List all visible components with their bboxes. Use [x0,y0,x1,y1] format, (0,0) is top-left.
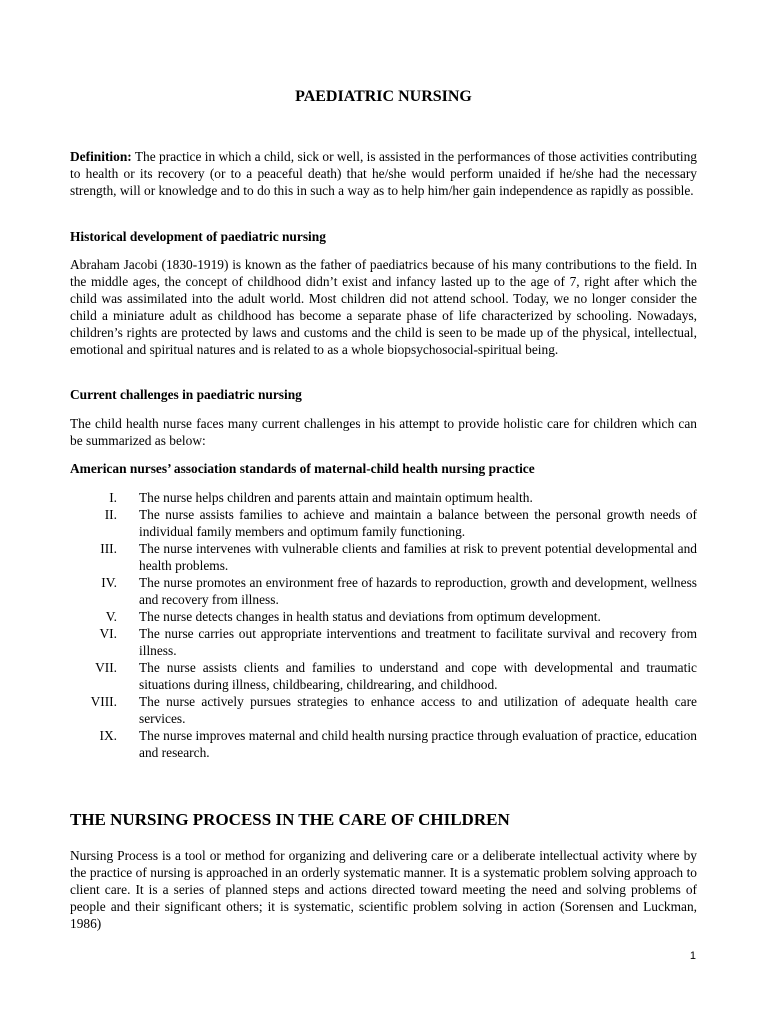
list-item-number: VI. [99,626,117,641]
nursing-process-heading: THE NURSING PROCESS IN THE CARE OF CHILDREN [70,810,510,829]
list-item-text: The nurse carries out appropriate interventions and treatment to facilitate survival and recovery from illness. [139,626,697,658]
list-item-text: The nurse detects changes in health status and deviations from optimum development. [139,609,601,624]
list-item-number: II. [104,507,117,522]
list-item [70,659,697,693]
challenges-heading: Current challenges in paediatric nursing [70,387,302,402]
list-item-number: IV. [101,575,117,590]
list-item [70,608,697,625]
list-item-number: V. [105,609,117,624]
list-item-text: The nurse actively pursues strategies to enhance access to and utilization of adequate health care services. [139,694,697,726]
historical-paragraph: Abraham Jacobi (1830-1919) is known as the father of paediatrics because of his many contributions to the field. In the middle ages, the concept of childhood didn’t exist and infancy lasted up to the age of 7, right after which the child was assimilated into the adult world. Most children did not attend school. Today, we no longer consider the child a miniature adult as childhood has become a separate phase of life characterized by schooling. Nowadays, children’s rights are protected by laws and customs and the child is seen to be made up of the physical, intellectual, emotional and spiritual natures and is related to as a whole biopsychosocial-spiritual being. [70,257,697,357]
list-item-text: The nurse assists families to achieve and maintain a balance between the personal growth needs of individual family members and optimum family functioning. [139,507,697,539]
list-item [70,625,697,659]
list-item-text: The nurse promotes an environment free of hazards to reproduction, growth and development, wellness and recovery from illness. [139,575,697,607]
list-item-number: III. [100,541,117,556]
standards-list [70,489,697,761]
definition-text: The practice in which a child, sick or well, is assisted in the performances of those activities contributing to health or its recovery (or to a peaceful death) that he/she would perform unaided if he/she had the necessary strength, will or knowledge and to do this in such a way as to help him/her gain independence as rapidly as possible. [70,149,697,198]
page-number: 1 [689,950,696,962]
list-item [70,489,697,506]
list-item [70,506,697,540]
list-item-number: VII. [95,660,117,675]
definition-paragraph [70,148,697,199]
list-item-number: I. [109,490,117,505]
list-item-text: The nurse intervenes with vulnerable clients and families at risk to prevent potential developmental and health problems. [139,541,697,573]
list-item-text: The nurse helps children and parents attain and maintain optimum health. [139,490,533,505]
list-item-text: The nurse assists clients and families to understand and cope with developmental and traumatic situations during illness, childbearing, childrearing, and childhood. [139,660,697,692]
challenges-paragraph: The child health nurse faces many current challenges in his attempt to provide holistic care for children which can be summarized as below: [70,416,697,448]
historical-heading: Historical development of paediatric nursing [70,229,326,244]
definition-label: Definition: [70,149,132,164]
nursing-process-paragraph: Nursing Process is a tool or method for organizing and delivering care or a deliberate intellectual activity where by the practice of nursing is approached in an orderly systematic manner. It is a systematic problem solving approach to client care. It is a series of planned steps and actions directed toward meeting the need and solving problems of people and their significant others; it is systematic, scientific problem solving in action (Sorensen and Luckman, 1986) [70,848,697,931]
list-item-number: IX. [99,728,117,743]
page-title: PAEDIATRIC NURSING [295,88,472,105]
list-item-number: VIII. [90,694,117,709]
list-item-text: The nurse improves maternal and child health nursing practice through evaluation of practice, education and research. [139,728,697,760]
list-item [70,727,697,761]
standards-heading: American nurses’ association standards of maternal-child health nursing practice [70,461,535,476]
list-item [70,574,697,608]
list-item [70,693,697,727]
list-item [70,540,697,574]
